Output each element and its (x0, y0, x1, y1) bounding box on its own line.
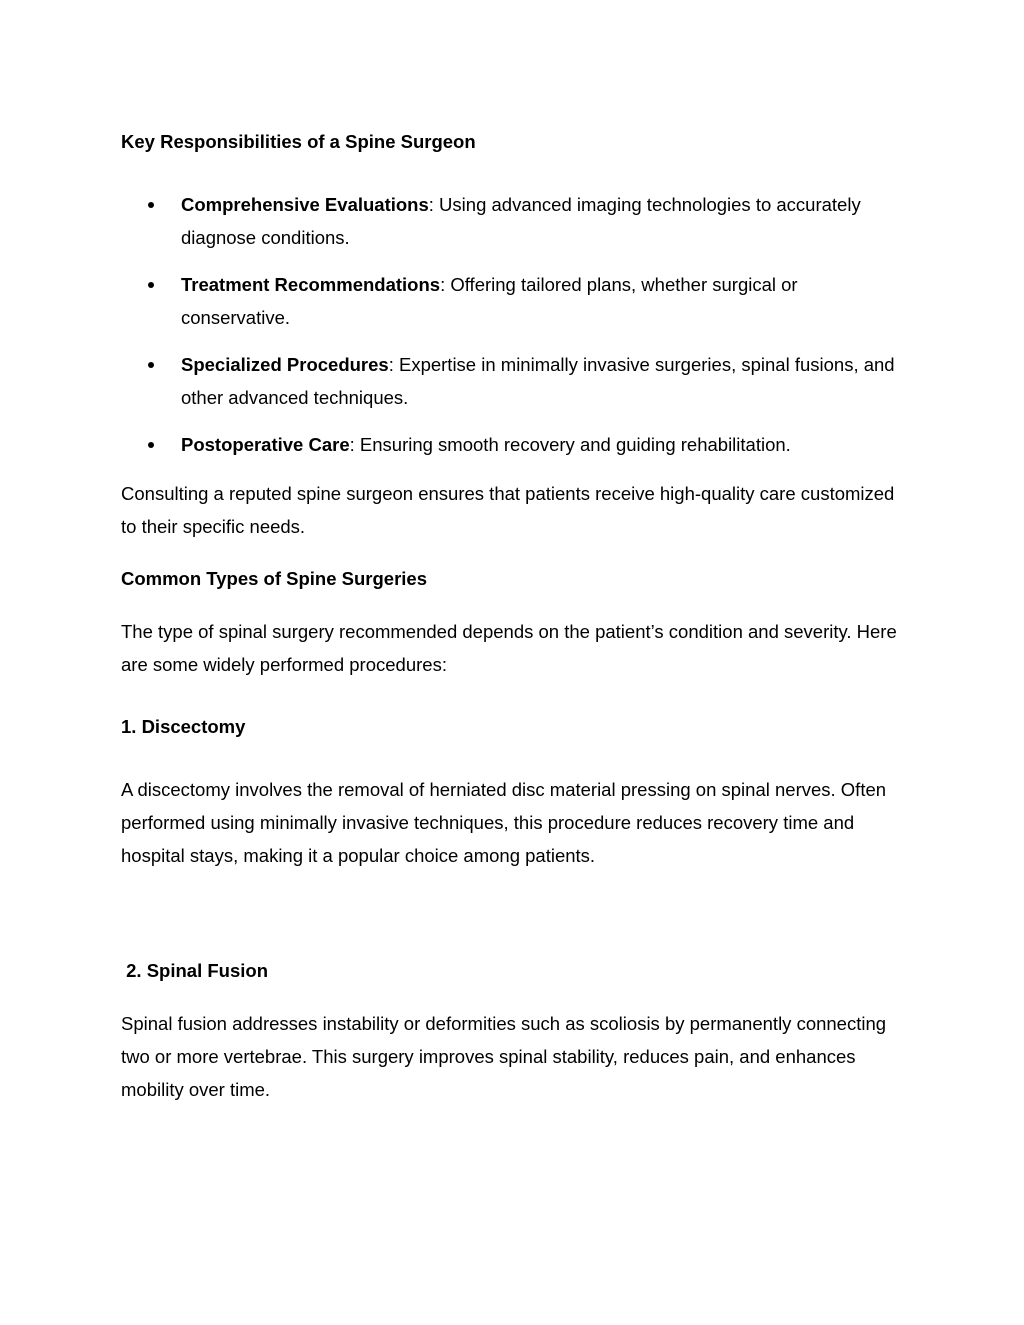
bullet-icon (148, 362, 154, 368)
spinal-fusion-paragraph: Spinal fusion addresses instability or deformities such as scoliosis by permanently connecting two or more vertebrae. This surgery improves spinal stability, reduces pain, and enhances mobility over time. (121, 1013, 887, 1100)
list-item (121, 428, 911, 461)
discectomy-paragraph: A discectomy involves the removal of herniated disc material pressing on spinal nerves. Often performed using minimally invasive techniques, this procedure reduces recovery time and hospital stays, making it a popular choice among patients. (121, 779, 887, 866)
bullet-text: : Expertise in minimally invasive surgeries, spinal fusions, and other advanced techniques. (181, 354, 895, 408)
heading-common-types: Common Types of Spine Surgeries (121, 568, 427, 589)
bullet-term: Postoperative Care (181, 434, 350, 455)
bullet-text: : Offering tailored plans, whether surgical or conservative. (181, 274, 798, 328)
heading-discectomy: 1. Discectomy (121, 716, 246, 737)
intro-paragraph: The type of spinal surgery recommended depends on the patient’s condition and severity. Here are some widely performed procedures: (121, 621, 897, 675)
bullet-icon (148, 202, 154, 208)
list-item (121, 188, 911, 254)
bullet-icon (148, 282, 154, 288)
bullet-text: : Ensuring smooth recovery and guiding rehabilitation. (349, 434, 791, 455)
responsibilities-list (121, 188, 911, 475)
bullet-icon (148, 442, 154, 448)
closing-paragraph: Consulting a reputed spine surgeon ensures that patients receive high-quality care customized to their specific needs. (121, 483, 895, 537)
list-item (121, 268, 911, 334)
list-item (121, 348, 911, 414)
heading-key-responsibilities: Key Responsibilities of a Spine Surgeon (121, 131, 476, 152)
bullet-term: Specialized Procedures (181, 354, 389, 375)
bullet-text: : Using advanced imaging technologies to accurately diagnose conditions. (181, 194, 861, 248)
bullet-term: Comprehensive Evaluations (181, 194, 429, 215)
heading-spinal-fusion: 2. Spinal Fusion (121, 960, 268, 981)
bullet-term: Treatment Recommendations (181, 274, 441, 295)
